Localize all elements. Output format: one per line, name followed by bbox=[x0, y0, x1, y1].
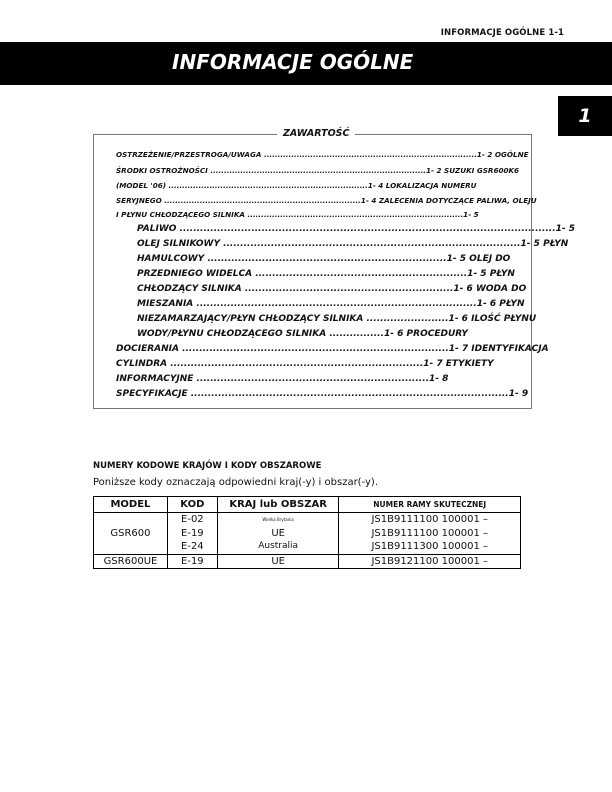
code-value: E-19 bbox=[181, 555, 204, 567]
code-value: E-19 bbox=[181, 527, 204, 539]
table-header-row bbox=[94, 497, 521, 513]
area-cell bbox=[217, 554, 339, 569]
area-value: UE bbox=[271, 555, 285, 567]
toc-heading: ZAWARTOŚĆ bbox=[277, 128, 355, 139]
toc-entry: DOCIERANIA ..............................................................................1- 7 IDENTYFIKACJA bbox=[116, 344, 549, 354]
code-value: E-24 bbox=[181, 541, 204, 552]
frame-value: JS1B9111300 100001 – bbox=[371, 541, 489, 552]
area-value: UE bbox=[271, 527, 285, 539]
header-code: KOD bbox=[167, 497, 217, 513]
model-cell: GSR600 bbox=[94, 513, 168, 555]
frame-cell bbox=[339, 513, 521, 555]
toc-entry: (MODEL '06) .........................................................................1- 4 LOKALIZACJA NUMERU bbox=[116, 181, 477, 190]
toc-entry: HAMULCOWY ......................................................................1- 5 OLEJ DO bbox=[137, 254, 511, 264]
toc-entry: MIESZANIA ..................................................................................1- 6 PŁYN bbox=[137, 299, 525, 309]
section-title: NUMERY KODOWE KRAJÓW I KODY OBSZAROWE bbox=[93, 461, 322, 471]
table-row bbox=[94, 554, 521, 569]
code-cell bbox=[167, 554, 217, 569]
model-cell: GSR600UE bbox=[94, 554, 168, 569]
toc-entry: SPECYFIKACJE .............................................................................................1- 9 bbox=[116, 389, 529, 399]
toc-entry: PRZEDNIEGO WIDELCA ..............................................................1- 5 PŁYN bbox=[137, 269, 515, 279]
toc-entry: NIEZAMARZAJĄCY/PŁYN CHŁODZĄCY SILNIKA ........................1- 6 ILOŚĆ PŁYNU bbox=[137, 314, 537, 324]
code-value: E-02 bbox=[181, 514, 204, 525]
toc-entry: WODY/PŁYNU CHŁODZĄCEGO SILNIKA ................1- 6 PROCEDURY bbox=[137, 329, 468, 339]
toc-entry: INFORMACYJNE ....................................................................1- 8 bbox=[116, 374, 449, 384]
header-frame-number: NUMER RAMY SKUTECZNEJ bbox=[339, 497, 521, 513]
title-band bbox=[0, 42, 612, 85]
toc-entry: OSTRZEŻENIE/PRZESTROGA/UWAGA ..............................................................................1- 2 OGÓLNE bbox=[116, 150, 529, 159]
code-cell bbox=[167, 513, 217, 555]
table-of-contents bbox=[93, 128, 576, 409]
toc-entry: OLEJ SILNIKOWY .......................................................................................1- 5 PŁYN bbox=[137, 239, 569, 249]
area-value: Australia bbox=[258, 541, 299, 551]
header-model: MODEL bbox=[94, 497, 168, 513]
toc-entry: CYLINDRA ..........................................................................1- 7 ETYKIETY bbox=[116, 359, 494, 369]
toc-entry: SERYJNEGO ........................................................................1- 4 ZALECENIA DOTYCZĄCE PALIWA, OLEJU bbox=[116, 196, 537, 205]
toc-entry: I PŁYNU CHŁODZĄCEGO SILNIKA ...............................................................................1- 5 bbox=[116, 210, 479, 219]
area-value: Wielka Brytania bbox=[262, 517, 294, 522]
toc-entry: CHŁODZĄCY SILNIKA .............................................................1- 6 WODA DO bbox=[137, 284, 527, 294]
toc-entry: PALIWO ..............................................................................................................1- 5 bbox=[137, 224, 576, 234]
frame-value: JS1B9111100 100001 – bbox=[371, 514, 489, 525]
toc-entry: ŚRODKI OSTROŻNOŚCI ...............................................................................1- 2 SUZUKI GSR600K6 bbox=[116, 166, 520, 175]
country-codes-table bbox=[93, 496, 521, 569]
running-header: INFORMACJE OGÓLNE 1-1 bbox=[440, 28, 564, 38]
page-title: INFORMACJE OGÓLNE bbox=[172, 50, 414, 74]
frame-value: JS1B9121100 100001 – bbox=[371, 555, 489, 567]
chapter-tab: 1 bbox=[558, 96, 612, 136]
header-area: KRAJ lub OBSZAR bbox=[217, 497, 339, 513]
frame-cell bbox=[339, 554, 521, 569]
table-row bbox=[94, 513, 521, 555]
area-cell bbox=[217, 513, 339, 555]
frame-value: JS1B9111100 100001 – bbox=[371, 527, 489, 539]
section-description: Poniższe kody oznaczają odpowiedni kraj(-y) i obszar(-y). bbox=[93, 477, 379, 488]
